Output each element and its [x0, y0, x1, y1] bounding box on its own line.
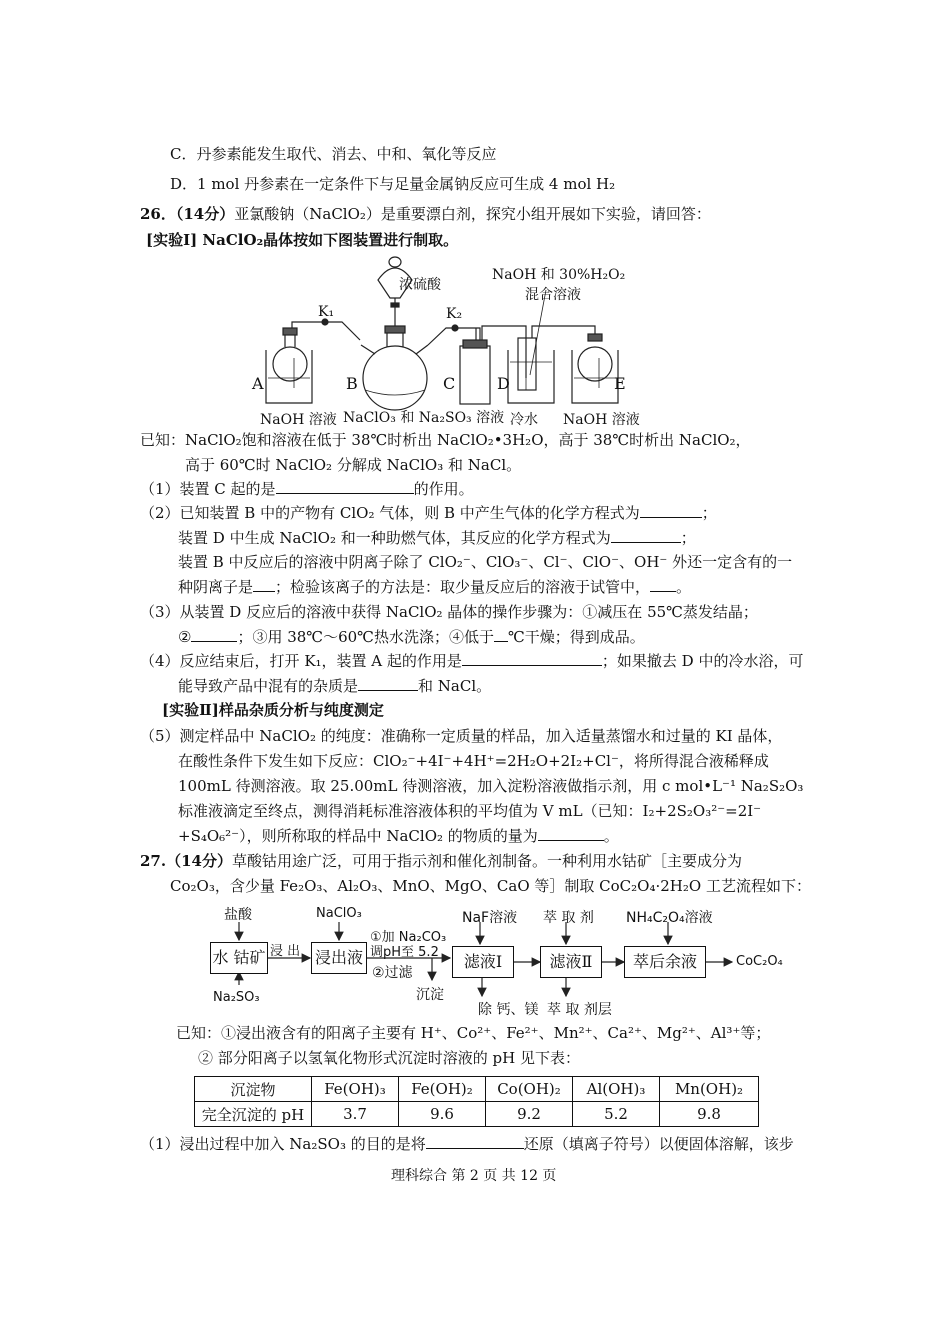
label-b: B	[346, 374, 358, 393]
flow-step2: ②过滤	[372, 965, 413, 981]
label-d: D	[497, 374, 510, 393]
d-reagent-label-2: 混合溶液	[525, 287, 581, 303]
flow-naclo3: NaClO₃	[316, 906, 362, 921]
q26-2c: 装置 B 中反应后的溶液中阴离子除了 ClO₂⁻、ClO₃⁻、Cl⁻、ClO⁻、OH⁻ 外还一定含有的一	[178, 553, 793, 571]
q26-3a: （3）从装置 D 反应后的溶液中获得 NaClO₂ 晶体的操作步骤为：①减压在 55℃蒸发结晶；	[140, 603, 758, 621]
known27-2: ② 部分阳离子以氢氧化物形式沉淀时溶液的 pH 见下表：	[198, 1049, 580, 1067]
known-1: 已知：NaClO₂饱和溶液在低于 38℃时析出 NaClO₂•3H₂O，高于 38℃时析出 NaClO₂，	[140, 431, 751, 449]
q4b-text: 能导致产品中混有的杂质是	[178, 677, 359, 695]
q4b-end: 和 NaCl。	[418, 677, 492, 695]
ph-table-row	[195, 1102, 759, 1127]
q26-5b: 在酸性条件下发生如下反应：ClO₂⁻+4I⁻+4H⁺=2H₂O+2I₂+Cl⁻，将所得混合液稀释成	[178, 752, 769, 770]
q27-1-blank[interactable]	[426, 1134, 524, 1149]
q3b-start: ②	[178, 628, 192, 646]
flow-naf: NaF溶液	[462, 910, 518, 926]
q1-end: 的作用。	[413, 480, 474, 498]
flow-box-filtrate1: 滤液Ⅰ	[452, 946, 514, 978]
q26-2a	[140, 503, 717, 523]
flow-extract-layer: 萃 取 剂层	[547, 1002, 612, 1018]
q27-intro: 草酸钴用途广泛，可用于指示剂和催化剂制备。一种利用水钴矿［主要成分为	[231, 852, 742, 870]
ph-header-cell: Fe(OH)₂	[399, 1077, 486, 1102]
b-solution-label: NaClO₃ 和 Na₂SO₃ 溶液	[343, 410, 505, 426]
q26-5a: （5）测定样品中 NaClO₂ 的纯度：准确称一定质量的样品，加入适量蒸馏水和过量的 KI 晶体，	[140, 727, 783, 745]
q26-heading	[140, 204, 711, 224]
q4a-end: ；如果撤去 D 中的冷水浴，可	[601, 652, 804, 670]
d-reagent-label: NaOH 和 30%H₂O₂	[492, 267, 626, 283]
flow-box-leachate: 浸出液	[311, 942, 367, 974]
ph-table-header	[195, 1077, 759, 1102]
flow-box-raffinate: 萃后余液	[624, 946, 706, 978]
q2a-text: （2）已知装置 B 中的产物有 ClO₂ 气体，则 B 中产生气体的化学方程式为	[140, 504, 640, 522]
option-c: C．丹参素能发生取代、消去、中和、氧化等反应	[170, 145, 497, 163]
ph-header-cell: Co(OH)₂	[486, 1077, 573, 1102]
q27-1-text: （1）浸出过程中加入 Na₂SO₃ 的目的是将	[140, 1135, 426, 1153]
q26-3b	[178, 627, 645, 647]
q26-2d	[178, 577, 691, 597]
q26-5e	[178, 826, 619, 846]
ph-header-cell: 沉淀物	[195, 1077, 312, 1102]
q4b-blank[interactable]	[358, 676, 418, 691]
q27-1-end: 还原（填离子符号）以便固体溶解，该步	[523, 1135, 794, 1153]
q4a-blank[interactable]	[462, 651, 602, 666]
q26-5c: 100mL 待测溶液。取 25.00mL 待测溶液，加入淀粉溶液做指示剂，用 c mol•L⁻¹ Na₂S₂O₃	[178, 777, 804, 795]
q5e-end: 。	[603, 827, 619, 845]
q4a-text: （4）反应结束后，打开 K₁，装置 A 起的作用是	[140, 652, 462, 670]
flow-nh4: NH₄C₂O₄溶液	[626, 910, 713, 926]
q5e-blank[interactable]	[538, 826, 604, 841]
q26-number: 26．（14分）	[140, 205, 235, 223]
ph-cell: 3.7	[312, 1102, 399, 1127]
flow-product: CoC₂O₄	[736, 954, 783, 969]
flow-step1: ①加 Na₂CO₃	[370, 930, 447, 945]
q27-intro-2: Co₂O₃，含少量 Fe₂O₃、Al₂O₃、MnO、MgO、CaO 等］制取 CoC₂O₄·2H₂O 工艺流程如下：	[170, 877, 811, 895]
experiment2-title: [实验Ⅱ]样品杂质分析与纯度测定	[162, 701, 384, 719]
known-2: 高于 60℃时 NaClO₂ 分解成 NaClO₃ 和 NaCl。	[185, 456, 522, 474]
q3b-blank-2[interactable]	[494, 627, 508, 642]
flow-precip: 沉淀	[416, 987, 444, 1003]
label-c: C	[443, 374, 456, 393]
q26-4b	[178, 676, 491, 696]
funnel-label: 浓硫酸	[399, 277, 441, 293]
ph-header-cell: Al(OH)₃	[573, 1077, 660, 1102]
q2b-blank[interactable]	[611, 528, 681, 543]
k1-label: K₁	[318, 304, 335, 320]
q2d-blank-2[interactable]	[650, 577, 676, 592]
label-a: A	[252, 374, 264, 393]
page-footer: 理科综合 第 2 页 共 12 页	[391, 1168, 557, 1184]
q2b-end: ；	[680, 529, 696, 547]
q26-5d: 标准液滴定至终点，测得消耗标准溶液体积的平均值为 V mL（已知：I₂+2S₂O₃²⁻=2I⁻	[178, 802, 762, 820]
flow-box-filtrate2: 滤液Ⅱ	[540, 946, 602, 978]
flow-step1b: 调pH至 5.2	[370, 945, 439, 960]
option-d: D．1 mol 丹参素在一定条件下与足量金属钠反应可生成 4 mol H₂	[170, 175, 616, 193]
ph-cell: 9.8	[660, 1102, 759, 1127]
e-solution-label: NaOH 溶液	[563, 412, 640, 428]
q26-intro: 亚氯酸钠（NaClO₂）是重要漂白剂，探究小组开展如下实验，请回答：	[234, 205, 711, 223]
q2a-end: ；	[701, 504, 717, 522]
q5e-text: +S₄O₆²⁻），则所称取的样品中 NaClO₂ 的物质的量为	[178, 827, 538, 845]
k2-label: K₂	[446, 306, 463, 322]
q2a-blank[interactable]	[640, 503, 702, 518]
q3b-end: ℃干燥；得到成品。	[507, 628, 645, 646]
a-solution-label: NaOH 溶液	[260, 412, 337, 428]
q2d-mid: ；检验该离子的方法是：取少量反应后的溶液于试管中，	[275, 578, 651, 596]
flow-extractant: 萃 取 剂	[543, 910, 594, 926]
q2d-end: 。	[676, 578, 692, 596]
q26-4a	[140, 651, 803, 671]
q3b-mid: ；③用 38℃～60℃热水洗涤；④低于	[237, 628, 494, 646]
q2b-text: 装置 D 中生成 NaClO₂ 和一种助燃气体，其反应的化学方程式为	[178, 529, 611, 547]
q1-text: （1）装置 C 起的是	[140, 480, 276, 498]
ph-header-cell: Fe(OH)₃	[312, 1077, 399, 1102]
ph-cell: 9.2	[486, 1102, 573, 1127]
ph-cell: 完全沉淀的 pH	[195, 1102, 312, 1127]
known27-1: 已知：①浸出液含有的阳离子主要有 H⁺、Co²⁺、Fe²⁺、Mn²⁺、Ca²⁺、Mg²⁺、Al³⁺等；	[176, 1024, 771, 1042]
ph-header-cell: Mn(OH)₂	[660, 1077, 759, 1102]
d-coldwater-label: 冷水	[510, 412, 538, 428]
experiment1-title: [实验Ⅰ] NaClO₂晶体按如下图装置进行制取。	[146, 231, 459, 249]
flow-remove: 除 钙、镁	[478, 1002, 539, 1018]
q3b-blank-1[interactable]	[191, 627, 237, 642]
q27-heading	[140, 851, 742, 871]
flow-hcl: 盐酸	[224, 907, 252, 923]
ph-cell: 9.6	[399, 1102, 486, 1127]
label-e: E	[614, 374, 626, 393]
flow-box-ore: 水 钴矿	[210, 942, 268, 974]
q26-2b	[178, 528, 696, 548]
ph-table	[194, 1076, 759, 1127]
q27-number: 27.（14分）	[140, 852, 232, 870]
q2d-text: 种阴离子是	[178, 578, 254, 596]
q26-1	[140, 479, 474, 499]
flow-na2so3: Na₂SO₃	[213, 990, 260, 1005]
q1-blank[interactable]	[276, 479, 414, 494]
ph-cell: 5.2	[573, 1102, 660, 1127]
flow-leach-label: 浸 出	[270, 944, 301, 959]
q2d-blank-1[interactable]	[253, 577, 275, 592]
q27-1	[140, 1134, 794, 1154]
